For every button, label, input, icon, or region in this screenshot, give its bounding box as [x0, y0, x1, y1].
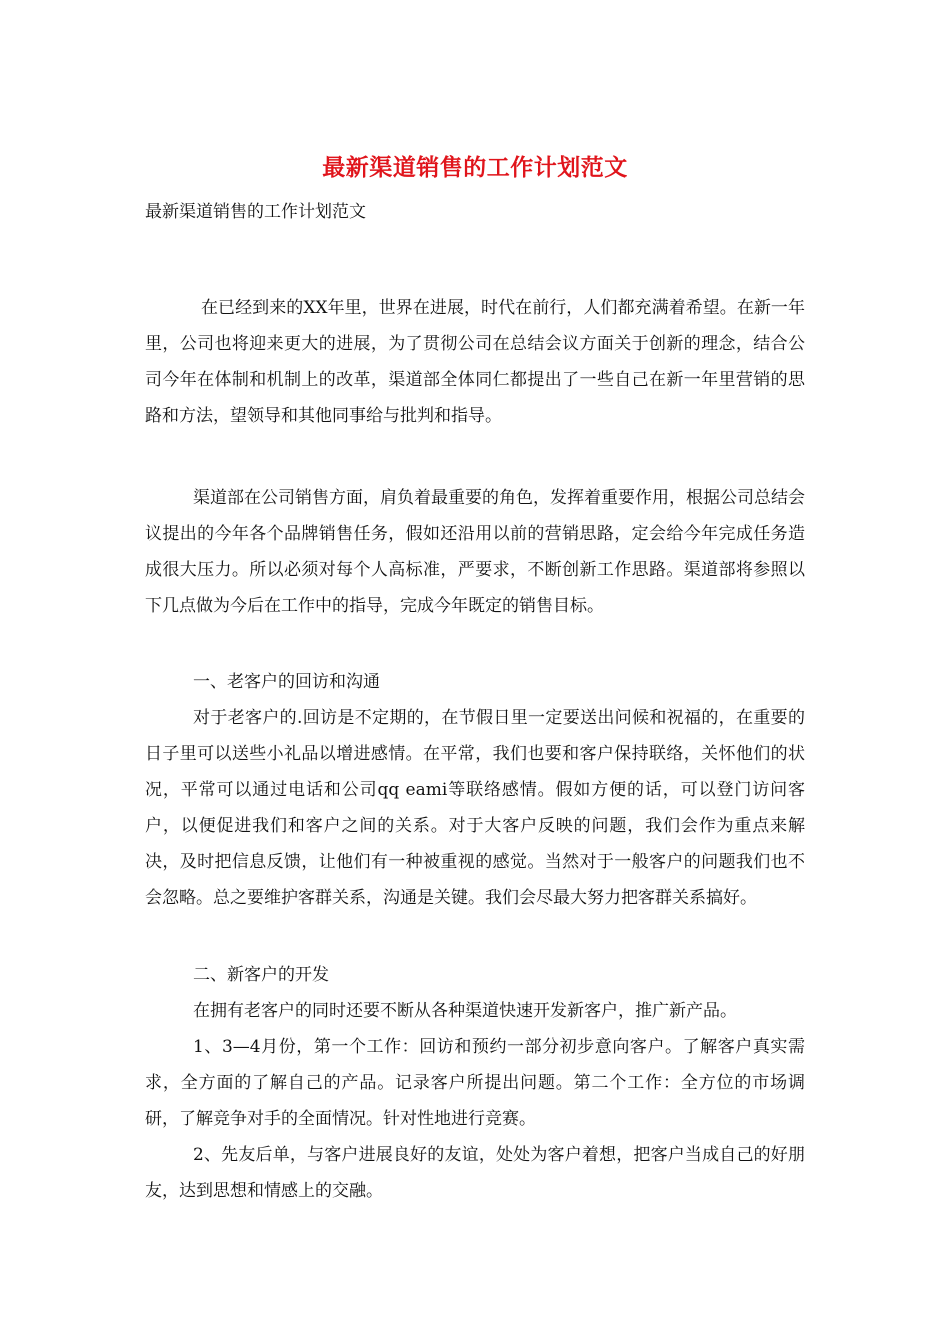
paragraph-old-clients: 对于老客户的.回访是不定期的，在节假日里一定要送出问候和祝福的，在重要的日子里可以送些小礼品以增进感情。在平常，我们也要和客户保持联络，关怀他们的状况，平常可以通过电话和公司qq eami等联络感情。假如方便的话，可以登门访问客户，以便促进我们和客户之间的关系。对于大客户反映的问题，我们会作为重点来解决，及时把信息反馈，让他们有一种被重视的感觉。当然对于一般客户的问题我们也不会忽略。总之要维护客群关系，沟通是关键。我们会尽最大努力把客群关系搞好。 [145, 708, 805, 908]
document-subtitle: 最新渠道销售的工作计划范文 [145, 202, 366, 222]
paragraph-new-clients-intro: 在拥有老客户的同时还要不断从各种渠道快速开发新客户，推广新产品。 [193, 1001, 737, 1021]
section-heading-new-clients: 二、新客户的开发 [193, 965, 329, 985]
paragraph-item-2: 2、先友后单，与客户进展良好的友谊，处处为客户着想，把客户当成自己的好朋友，达到思想和情感上的交融。 [145, 1145, 805, 1201]
paragraph-intro: 在已经到来的XX年里，世界在进展，时代在前行，人们都充满着希望。在新一年里，公司也将迎来更大的进展，为了贯彻公司在总结会议方面关于创新的理念，结合公司今年在体制和机制上的改革，渠道部全体同仁都提出了一些自己在新一年里营销的思路和方法，望领导和其他同事给与批判和指导。 [145, 298, 805, 426]
document-title: 最新渠道销售的工作计划范文 [322, 154, 628, 181]
paragraph-channel-role: 渠道部在公司销售方面，肩负着最重要的角色，发挥着重要作用，根据公司总结会议提出的今年各个品牌销售任务，假如还沿用以前的营销思路，定会给今年完成任务造成很大压力。所以必须对每个人高标准，严要求，不断创新工作思路。渠道部将参照以下几点做为今后在工作中的指导，完成今年既定的销售目标。 [145, 488, 805, 616]
section-heading-old-clients: 一、老客户的回访和沟通 [193, 672, 380, 692]
paragraph-item-1: 1、3—4月份，第一个工作：回访和预约一部分初步意向客户。了解客户真实需求，全方面的了解自己的产品。记录客户所提出问题。第二个工作：全方位的市场调研，了解竞争对手的全面情况。针对性地进行竞赛。 [145, 1037, 805, 1129]
